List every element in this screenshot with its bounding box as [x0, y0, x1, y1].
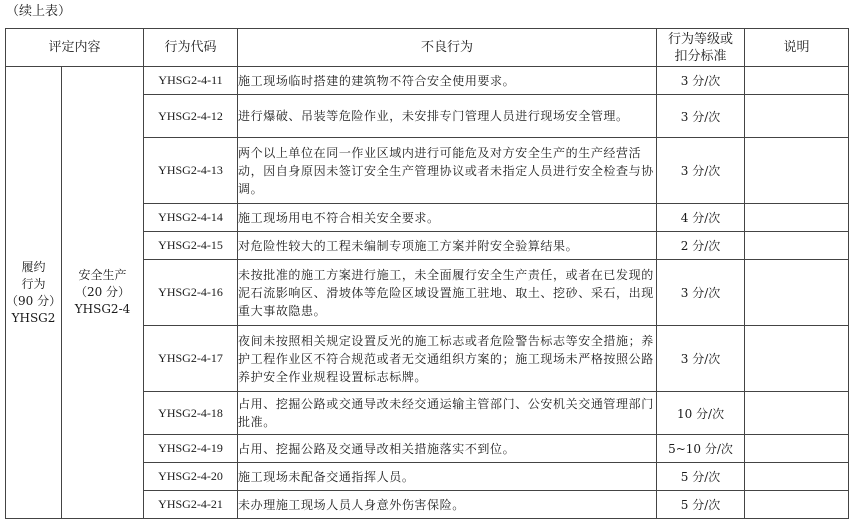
- row-note: [745, 463, 849, 491]
- category-main: [6, 67, 62, 519]
- row-behavior: 进行爆破、吊装等危险作业，未安排专门管理人员进行现场安全管理。: [238, 95, 657, 138]
- row-note: [745, 491, 849, 519]
- category-main-line: YHSG2: [11, 310, 56, 325]
- header-content: 评定内容: [6, 29, 144, 67]
- row-code: YHSG2-4-13: [144, 138, 238, 204]
- category-sub: [62, 67, 144, 519]
- row-grade: 5~10 分/次: [657, 435, 745, 463]
- row-note: [745, 138, 849, 204]
- table-continuation-caption: （续上表）: [6, 4, 72, 19]
- header-grade-line2: 扣分标准: [674, 48, 727, 64]
- row-grade: 3 分/次: [657, 67, 745, 95]
- row-grade: 5 分/次: [657, 463, 745, 491]
- row-note: [745, 326, 849, 392]
- row-behavior: 两个以上单位在同一作业区域内进行可能危及对方安全生产的生产经营活动，因自身原因未签订安全生产管理协议或者未指定人员进行安全检查与协调。: [238, 138, 657, 204]
- row-behavior: 施工现场用电不符合相关安全要求。: [238, 204, 657, 232]
- category-sub-line: YHSG2-4: [74, 302, 131, 316]
- row-behavior: 对危险性较大的工程未编制专项施工方案并附安全验算结果。: [238, 232, 657, 260]
- category-sub-line: 安全生产: [78, 268, 127, 282]
- row-behavior: 未办理施工现场人员人身意外伤害保险。: [238, 491, 657, 519]
- category-main-line: （90 分）: [6, 293, 62, 308]
- header-code: 行为代码: [144, 29, 238, 67]
- row-code: YHSG2-4-16: [144, 260, 238, 326]
- row-grade: 3 分/次: [657, 95, 745, 138]
- table-header-row: [6, 29, 849, 67]
- row-note: [745, 67, 849, 95]
- row-behavior: 占用、挖掘公路或交通导改未经交通运输主管部门、公安机关交通管理部门批准。: [238, 392, 657, 435]
- row-note: [745, 232, 849, 260]
- row-code: YHSG2-4-14: [144, 204, 238, 232]
- row-grade: 3 分/次: [657, 326, 745, 392]
- row-behavior: 占用、挖掘公路及交通导改相关措施落实不到位。: [238, 435, 657, 463]
- header-note: 说明: [745, 29, 849, 67]
- row-behavior: 施工现场临时搭建的建筑物不符合安全使用要求。: [238, 67, 657, 95]
- row-note: [745, 435, 849, 463]
- row-code: YHSG2-4-18: [144, 392, 238, 435]
- row-behavior: 未按批准的施工方案进行施工，未全面履行安全生产责任，或者在已发现的泥石流影响区、滑坡体等危险区域设置施工驻地、取土、挖砂、采石，出现重大事故隐患。: [238, 260, 657, 326]
- row-note: [745, 204, 849, 232]
- row-grade: 2 分/次: [657, 232, 745, 260]
- row-note: [745, 260, 849, 326]
- header-grade-line1: 行为等级或: [668, 31, 734, 47]
- row-behavior: 施工现场未配备交通指挥人员。: [238, 463, 657, 491]
- row-code: YHSG2-4-11: [144, 67, 238, 95]
- category-sub-line: （20 分）: [74, 285, 131, 299]
- category-main-line: 行为: [21, 276, 46, 291]
- row-code: YHSG2-4-17: [144, 326, 238, 392]
- row-grade: 10 分/次: [657, 392, 745, 435]
- row-code: YHSG2-4-12: [144, 95, 238, 138]
- row-behavior: 夜间未按照相关规定设置反光的施工标志或者危险警告标志等安全措施；养护工程作业区不符合规范或者无交通组织方案的；施工现场未严格按照公路养护安全作业规程设置标志标牌。: [238, 326, 657, 392]
- header-behavior: 不良行为: [238, 29, 657, 67]
- header-grade: [657, 29, 745, 67]
- row-note: [745, 95, 849, 138]
- row-code: YHSG2-4-15: [144, 232, 238, 260]
- row-code: YHSG2-4-19: [144, 435, 238, 463]
- row-grade: 4 分/次: [657, 204, 745, 232]
- violation-table: [5, 28, 849, 519]
- row-code: YHSG2-4-20: [144, 463, 238, 491]
- row-grade: 3 分/次: [657, 260, 745, 326]
- row-grade: 5 分/次: [657, 491, 745, 519]
- row-grade: 3 分/次: [657, 138, 745, 204]
- row-note: [745, 392, 849, 435]
- category-main-line: 履约: [21, 259, 46, 274]
- row-code: YHSG2-4-21: [144, 491, 238, 519]
- table-row: [6, 67, 849, 95]
